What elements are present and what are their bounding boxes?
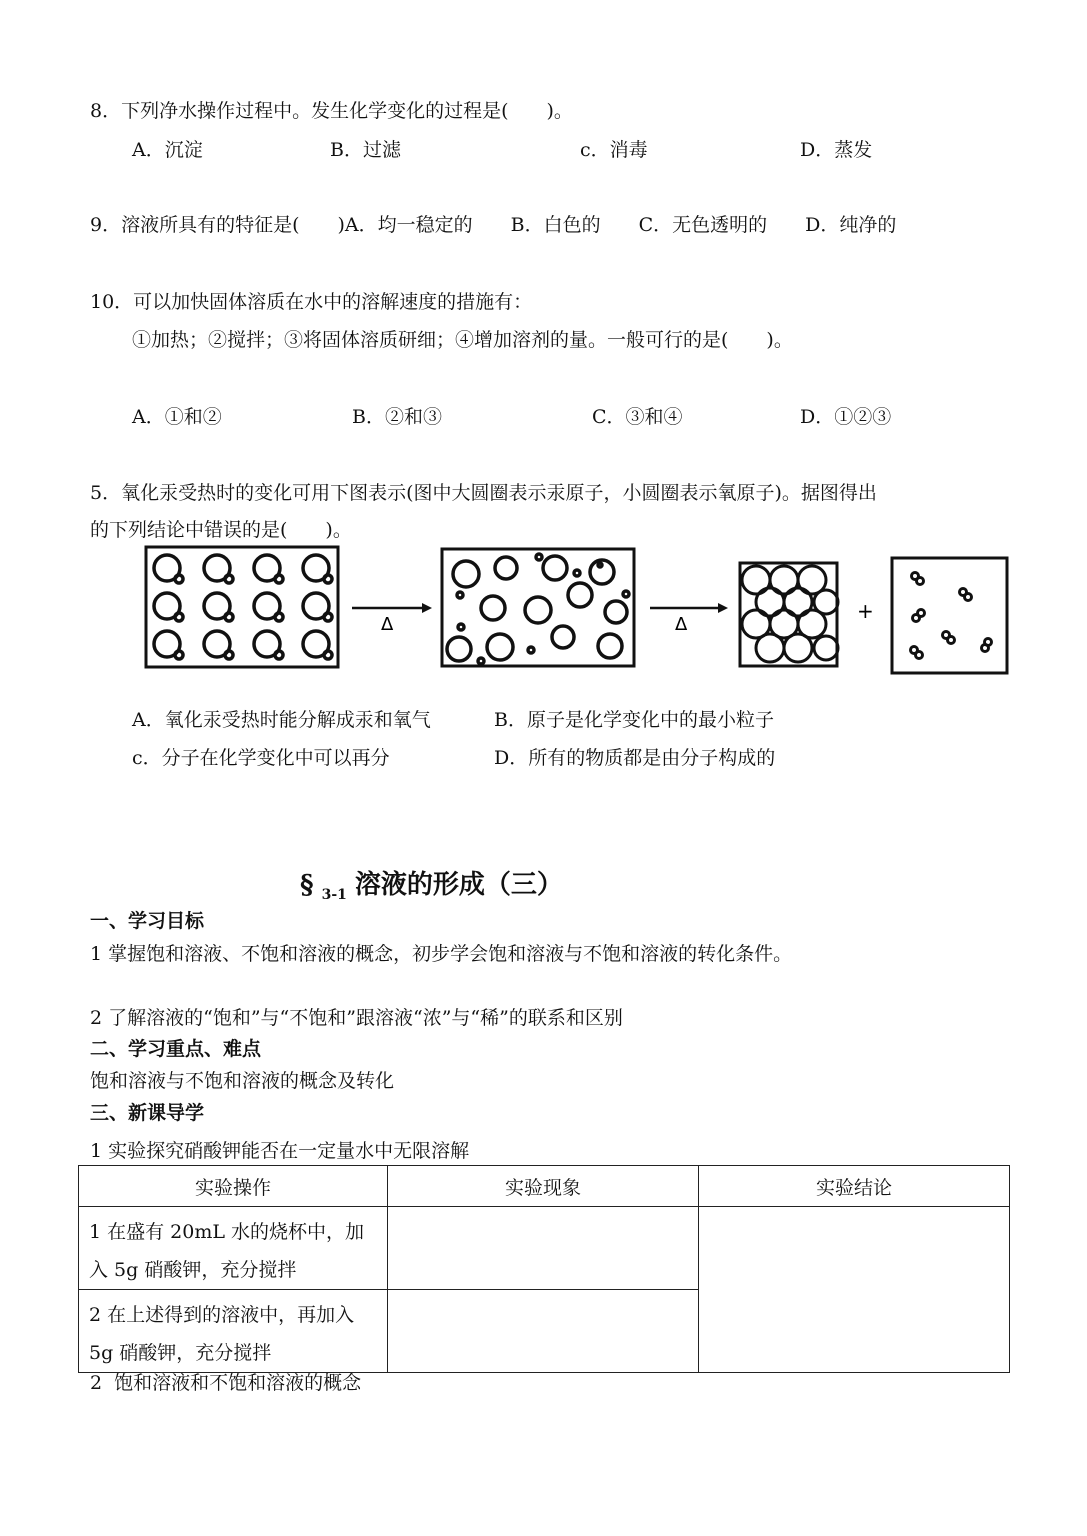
section-symbol: § bbox=[300, 870, 314, 900]
q8-option-b: B．过滤 bbox=[330, 139, 401, 161]
header-phenomenon: 实验现象 bbox=[388, 1166, 699, 1207]
separated-atoms bbox=[447, 554, 629, 664]
operation-cell-2: 2 在上述得到的溶液中，再加入 5g 硝酸钾，充分搅拌 bbox=[79, 1290, 388, 1373]
conclusion-cell[interactable] bbox=[699, 1207, 1010, 1373]
oxygen-box bbox=[892, 558, 1007, 673]
q5-stem-line2: 的下列结论中错误的是( )。 bbox=[90, 519, 352, 541]
q5-option-b: B．原子是化学变化中的最小粒子 bbox=[494, 709, 774, 731]
table-row bbox=[79, 1207, 1010, 1290]
section-title bbox=[300, 872, 563, 902]
q10-option-d: D．①②③ bbox=[800, 406, 892, 428]
q10-option-c: C．③和④ bbox=[592, 406, 683, 428]
header-operation: 实验操作 bbox=[79, 1166, 388, 1207]
operation-cell-1: 1 在盛有 20mL 水的烧杯中，加入 5g 硝酸钾，充分搅拌 bbox=[79, 1207, 388, 1290]
hgo-box bbox=[146, 547, 338, 667]
goals-item-1: 1 掌握饱和溶液、不饱和溶液的概念，初步学会饱和溶液与不饱和溶液的转化条件。 bbox=[90, 943, 793, 965]
heat-symbol-2: Δ bbox=[675, 614, 688, 635]
heat-symbol-1: Δ bbox=[381, 614, 394, 635]
mercury-atoms bbox=[742, 566, 838, 662]
experiment-title: 1 实验探究硝酸钾能否在一定量水中无限溶解 bbox=[90, 1140, 470, 1162]
hgo-molecules bbox=[154, 555, 332, 659]
key-points-text: 饱和溶液与不饱和溶液的概念及转化 bbox=[90, 1070, 395, 1092]
goals-heading: 一、学习目标 bbox=[90, 910, 205, 932]
q9-line: 9．溶液所具有的特征是( )A．均一稳定的 B．白色的 C．无色透明的 D．纯净的 bbox=[90, 214, 897, 236]
q10-option-a: A．①和② bbox=[132, 406, 222, 428]
q8-option-a: A．沉淀 bbox=[132, 139, 203, 161]
q10-items: ①加热；②搅拌；③将固体溶质研细；④增加溶剂的量。一般可行的是( )。 bbox=[132, 329, 793, 351]
q5-option-d: D．所有的物质都是由分子构成的 bbox=[494, 747, 776, 769]
table-header-row bbox=[79, 1166, 1010, 1207]
q10-option-b: B．②和③ bbox=[352, 406, 442, 428]
concept-item-2: 2 饱和溶液和不饱和溶液的概念 bbox=[90, 1372, 362, 1394]
q8-option-d: D．蒸发 bbox=[800, 139, 873, 161]
q8-option-c: c．消毒 bbox=[580, 139, 648, 161]
phenomenon-cell-2[interactable] bbox=[388, 1290, 699, 1373]
q8-stem: 8．下列净水操作过程中。发生化学变化的过程是( )。 bbox=[90, 100, 573, 122]
mercury-oxide-figure bbox=[140, 540, 1012, 678]
q5-stem-line1: 5．氧化汞受热时的变化可用下图表示(图中大圆圈表示汞原子，小圆圈表示氧原子)。据图得出 bbox=[90, 482, 877, 504]
header-conclusion: 实验结论 bbox=[699, 1166, 1010, 1207]
key-points-heading: 二、学习重点、难点 bbox=[90, 1038, 262, 1060]
q10-stem: 10．可以加快固体溶质在水中的溶解速度的措施有： bbox=[90, 291, 533, 313]
oxygen-molecules bbox=[911, 573, 992, 659]
experiment-table bbox=[78, 1165, 1010, 1373]
q5-option-a: A．氧化汞受热时能分解成汞和氧气 bbox=[132, 709, 431, 731]
q5-option-c: c．分子在化学变化中可以再分 bbox=[132, 747, 390, 769]
phenomenon-cell-1[interactable] bbox=[388, 1207, 699, 1290]
heat-arrow-1 bbox=[352, 603, 432, 635]
heat-arrow-2 bbox=[650, 603, 728, 635]
section-name: 溶液的形成（三） bbox=[354, 870, 563, 900]
new-lesson-heading: 三、新课导学 bbox=[90, 1102, 205, 1124]
plus-sign: + bbox=[857, 599, 874, 623]
goals-item-2: 2 了解溶液的“饱和”与“不饱和”跟溶液“浓”与“稀”的联系和区别 bbox=[90, 1007, 623, 1029]
section-number: 3-1 bbox=[321, 887, 347, 903]
